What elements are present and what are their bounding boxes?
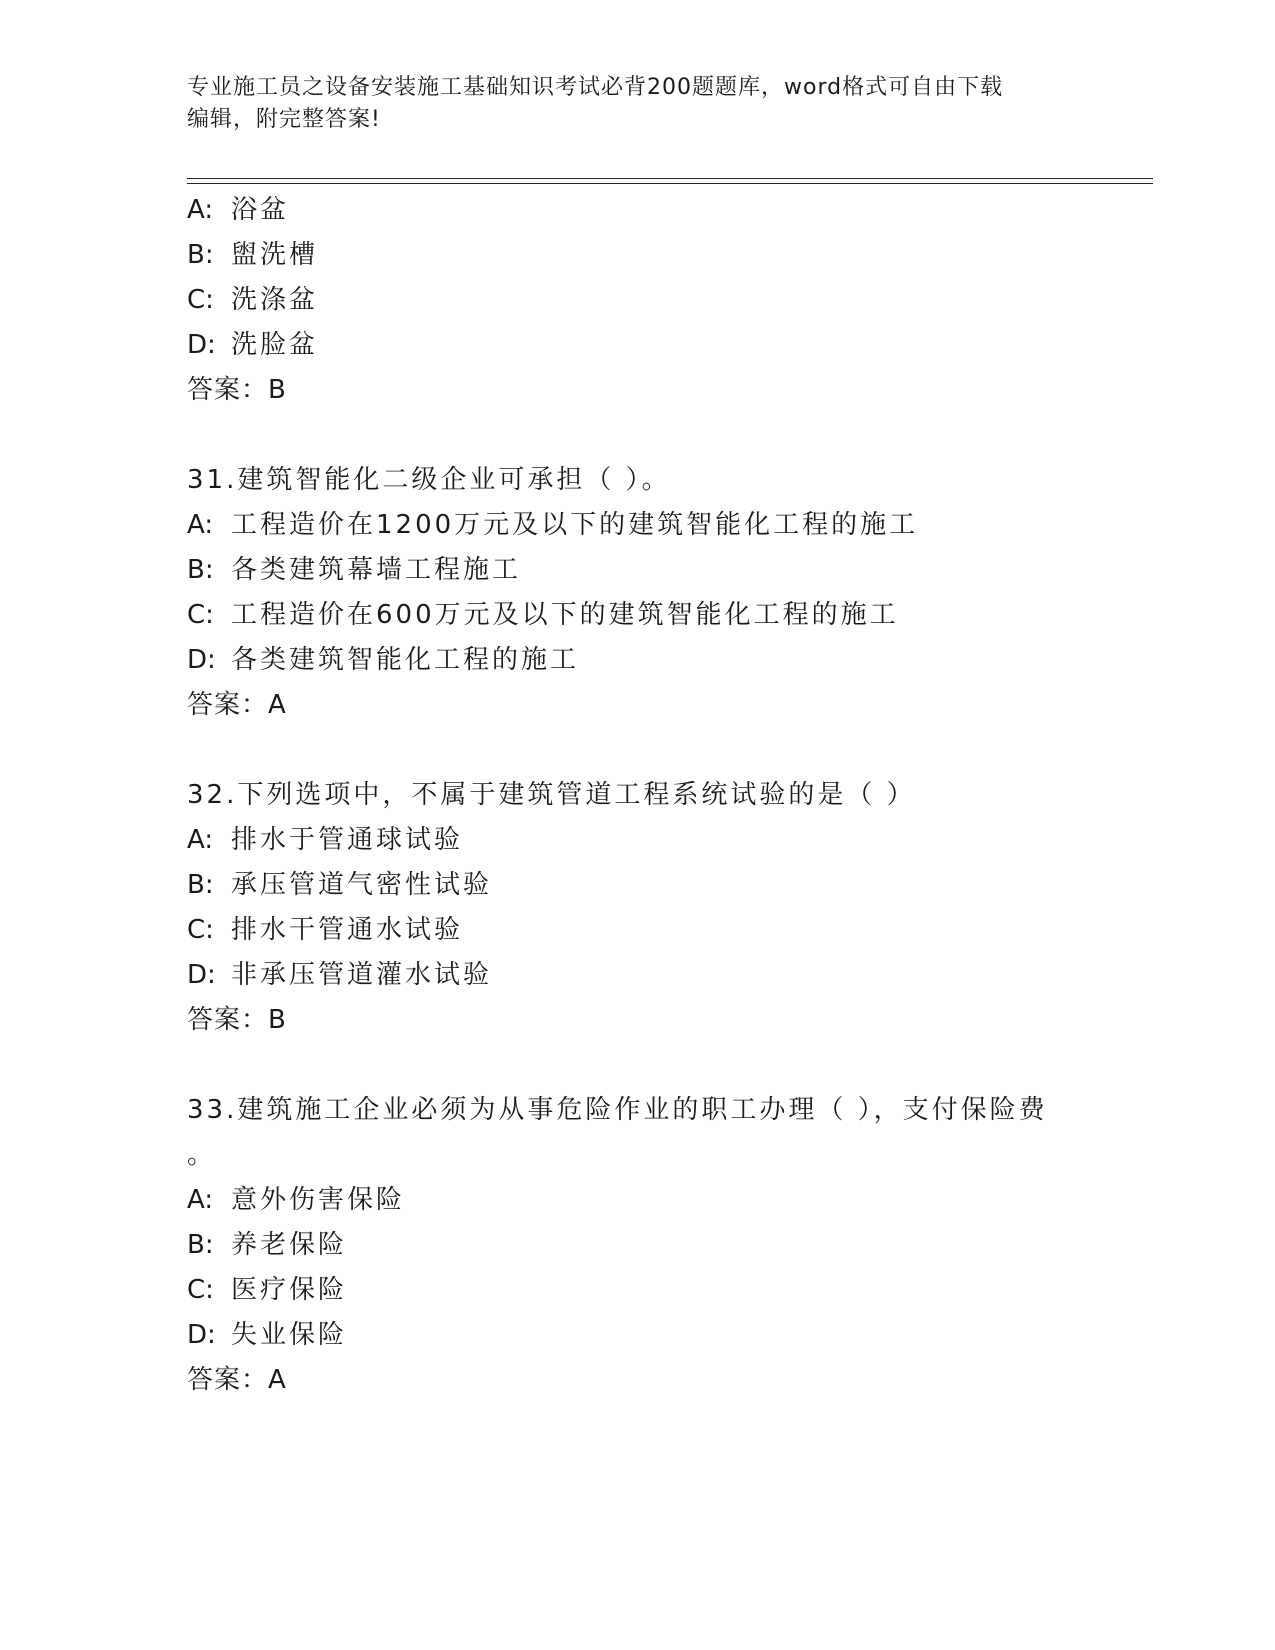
q30-option-a (187, 194, 289, 226)
option-text: 洗涤盆 (231, 285, 319, 315)
q31-question: 31.建筑智能化二级企业可承担（ ）。 (187, 465, 671, 495)
option-text: 承压管道气密性试验 (231, 870, 493, 900)
q32-option-a (187, 824, 463, 856)
q30-answer: 答案：B (187, 375, 287, 405)
header-line-1: 专业施工员之设备安装施工基础知识考试必背200题题库，word格式可自由下载 (187, 75, 1004, 100)
q33-question-line-2: 。 (187, 1140, 217, 1170)
option-text: 意外伤害保险 (231, 1185, 406, 1215)
header-rule-bottom (187, 183, 1153, 184)
option-letter: A: (187, 1185, 214, 1215)
option-text: 各类建筑智能化工程的施工 (231, 645, 580, 675)
option-text: 洗脸盆 (231, 330, 319, 360)
option-letter: B: (187, 555, 214, 585)
q32-option-b (187, 869, 492, 901)
q32-option-c (187, 914, 463, 946)
option-text: 失业保险 (231, 1320, 348, 1350)
header-rule-top (187, 178, 1153, 179)
option-text: 养老保险 (231, 1230, 348, 1260)
option-letter: B: (187, 240, 214, 270)
q32-question: 32.下列选项中，不属于建筑管道工程系统试验的是（ ） (187, 780, 916, 810)
option-letter: C: (187, 915, 214, 945)
option-text: 各类建筑幕墙工程施工 (231, 555, 522, 585)
option-letter: A: (187, 195, 214, 225)
option-letter: D: (187, 330, 216, 360)
option-text: 盥洗槽 (231, 240, 319, 270)
q33-option-d (187, 1319, 347, 1351)
q31-option-a (187, 509, 918, 541)
option-letter: A: (187, 825, 214, 855)
option-letter: D: (187, 1320, 216, 1350)
q31-option-c (187, 599, 899, 631)
option-text: 浴盆 (231, 195, 290, 225)
q33-option-a (187, 1184, 405, 1216)
q30-option-d (187, 329, 318, 361)
q33-option-c (187, 1274, 347, 1306)
option-letter: C: (187, 600, 214, 630)
q32-option-d (187, 959, 492, 991)
q30-option-b (187, 239, 318, 271)
option-letter: D: (187, 645, 216, 675)
option-letter: D: (187, 960, 216, 990)
q33-answer: 答案：A (187, 1365, 287, 1395)
q33-question-line-1: 33.建筑施工企业必须为从事危险作业的职工办理（ ），支付保险费 (187, 1095, 1048, 1125)
option-text: 医疗保险 (231, 1275, 348, 1305)
option-text: 排水干管通水试验 (231, 915, 464, 945)
option-text: 工程造价在1200万元及以下的建筑智能化工程的施工 (231, 510, 919, 540)
option-text: 工程造价在600万元及以下的建筑智能化工程的施工 (231, 600, 899, 630)
q31-option-b (187, 554, 521, 586)
option-letter: B: (187, 870, 214, 900)
option-letter: C: (187, 1275, 214, 1305)
option-letter: A: (187, 510, 214, 540)
option-letter: C: (187, 285, 214, 315)
q33-option-b (187, 1229, 347, 1261)
header-line-2: 编辑，附完整答案! (187, 107, 381, 132)
document-header (187, 72, 1067, 136)
q31-option-d (187, 644, 579, 676)
q30-option-c (187, 284, 318, 316)
q32-answer: 答案：B (187, 1005, 287, 1035)
option-text: 排水于管通球试验 (231, 825, 464, 855)
option-letter: B: (187, 1230, 214, 1260)
option-text: 非承压管道灌水试验 (231, 960, 493, 990)
q31-answer: 答案：A (187, 690, 287, 720)
